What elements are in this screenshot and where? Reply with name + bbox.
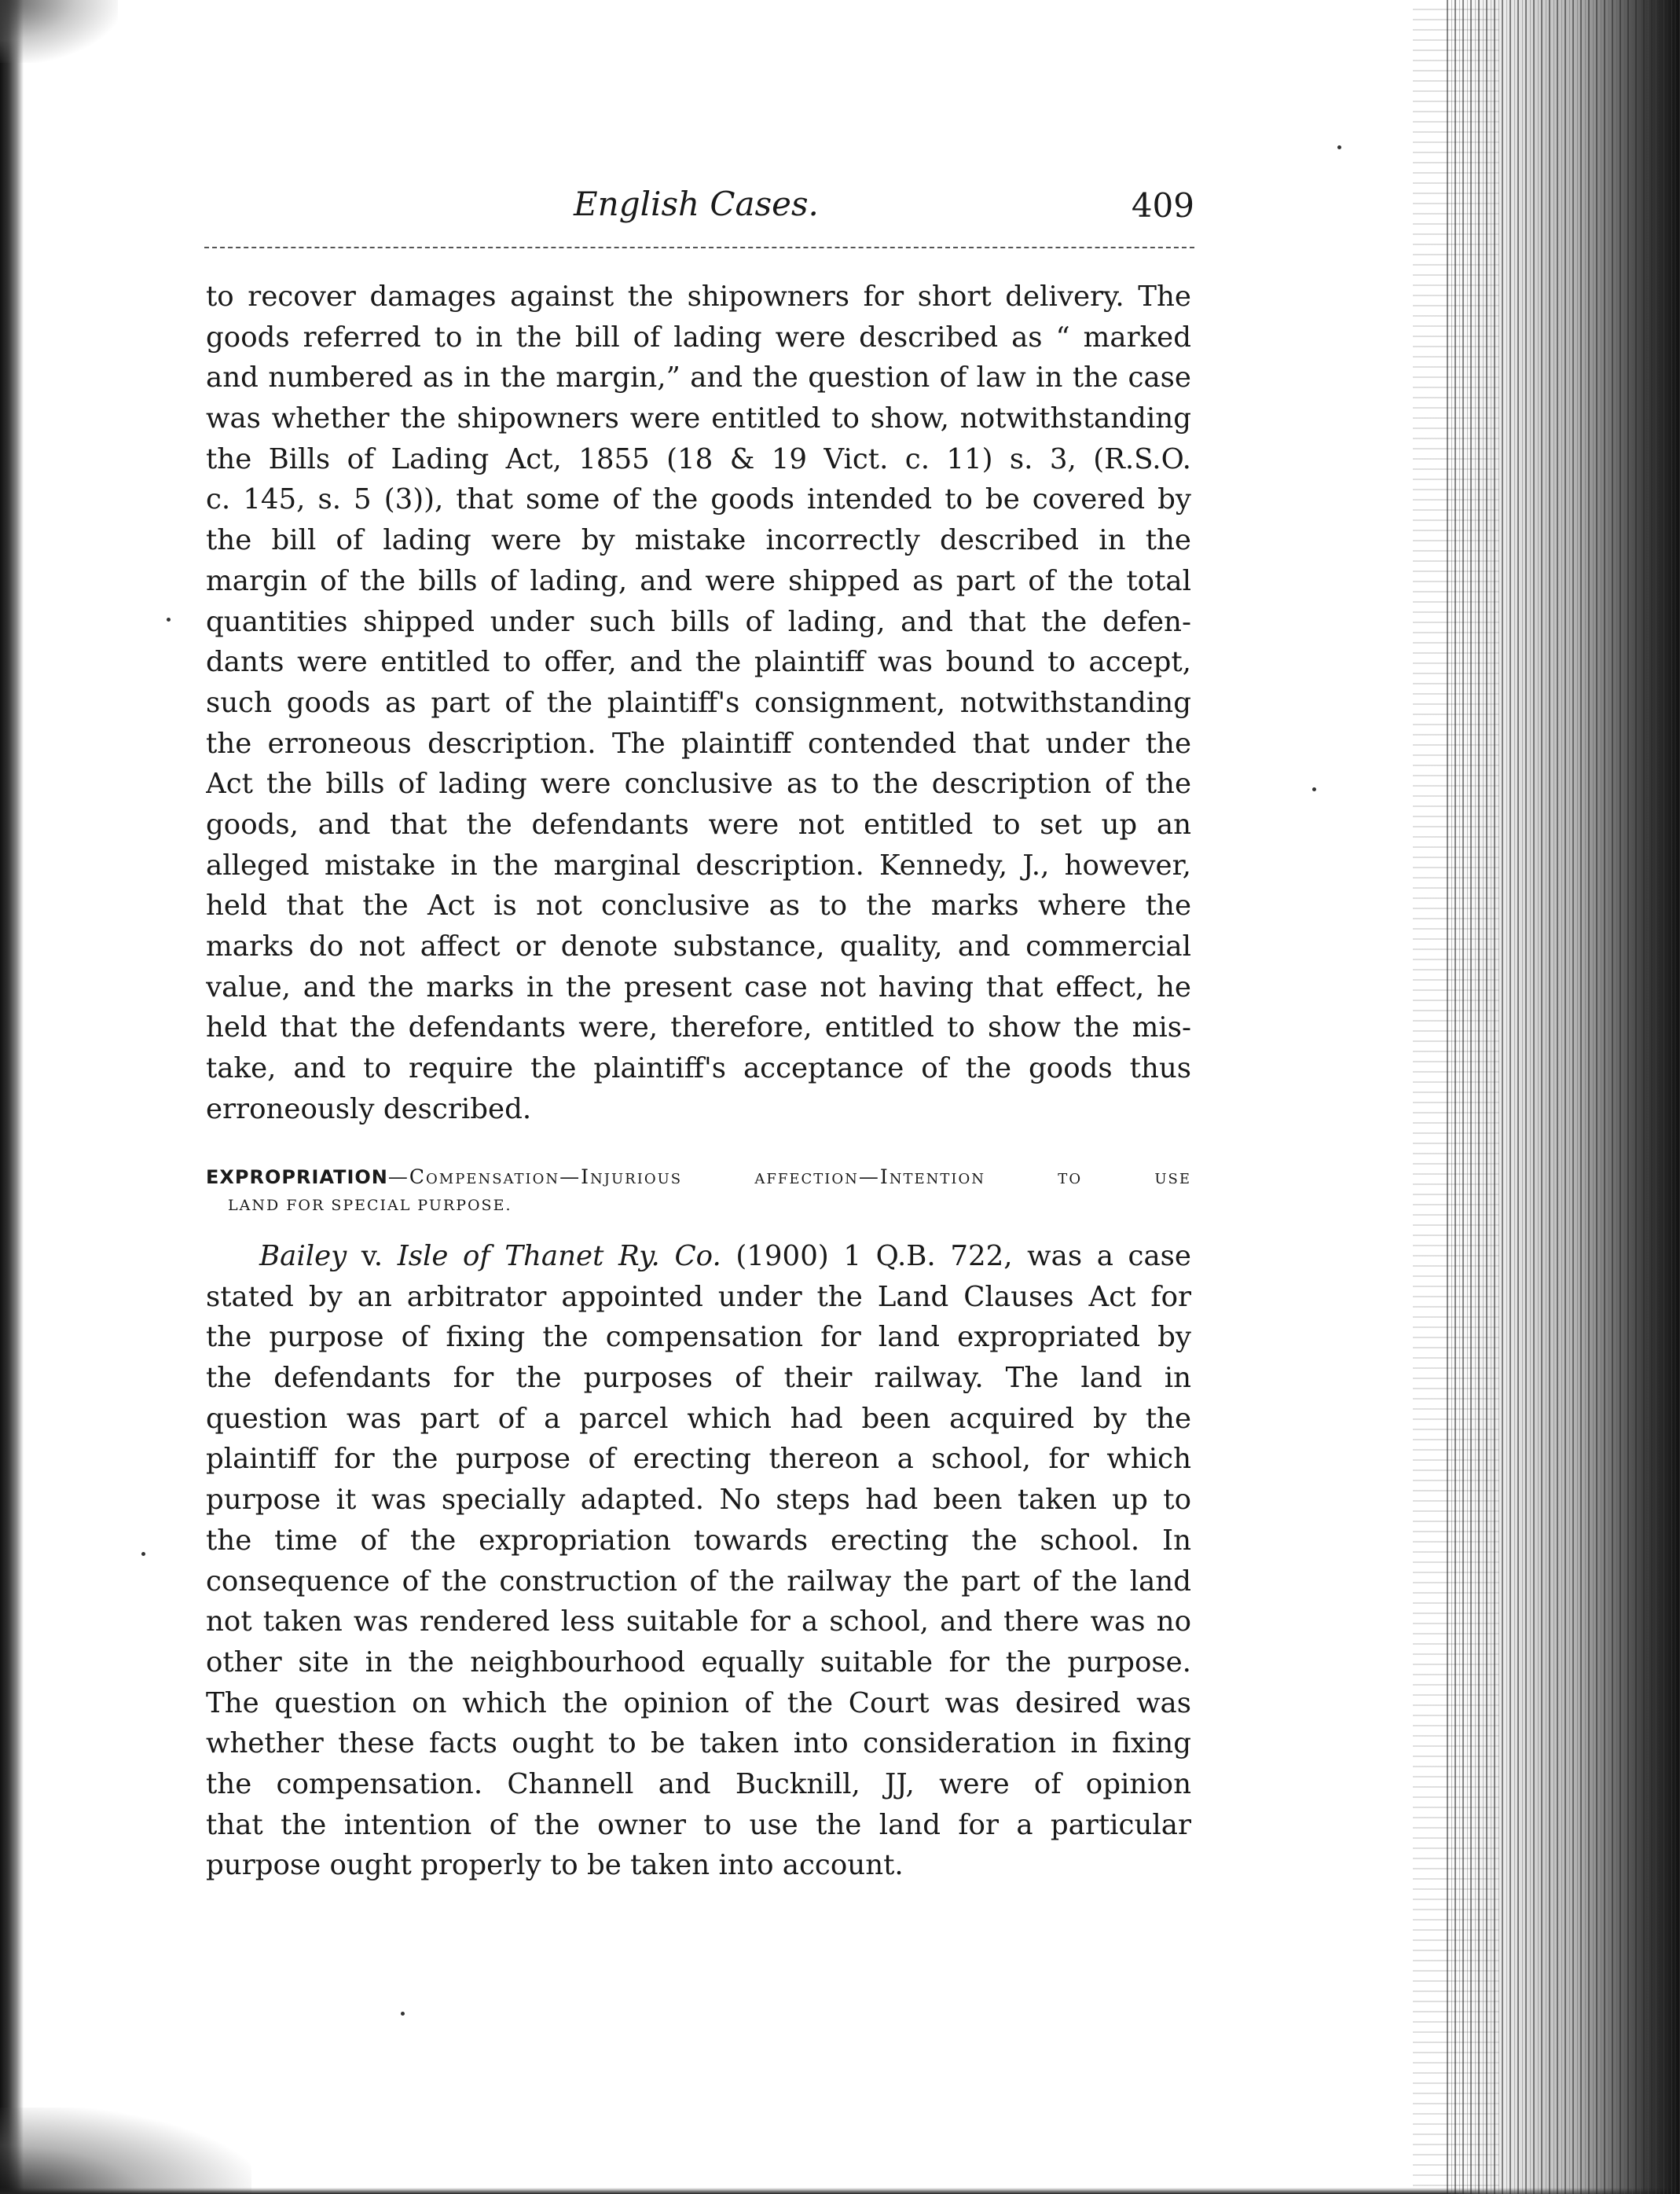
text-line: margin of the bills of lading, and were shipped as part of the total: [206, 564, 1191, 597]
text-line: and numbered as in the margin,” and the question of law in the case: [206, 361, 1191, 394]
scan-corner-top-left: [0, 0, 118, 63]
text-line: alleged mistake in the marginal description. Kennedy, J., however,: [206, 849, 1191, 882]
text-line: the time of the expropriation towards erecting the school. In: [206, 1524, 1191, 1557]
text-line: consequence of the construction of the railway the part of the land: [206, 1565, 1191, 1598]
scan-speck: [1337, 145, 1341, 149]
paragraph-bailey-case: [206, 1236, 1191, 1886]
scan-speck: [167, 618, 171, 622]
scan-edge-right: [1444, 0, 1680, 2194]
text-line: plaintiff for the purpose of erecting thereon a school, for which: [206, 1443, 1191, 1476]
text-line: was whether the shipowners were entitled to show, notwithstanding: [206, 402, 1191, 435]
scan-edge-left: [0, 0, 24, 2194]
header-rule: [204, 247, 1194, 248]
case-name: Bailey: [259, 1240, 347, 1272]
text-line: held that the defendants were, therefore, entitled to show the mis-: [206, 1011, 1191, 1044]
section-heading: [206, 1163, 1191, 1220]
text-line: not taken was rendered less suitable for a school, and there was no: [206, 1605, 1191, 1638]
page-number: 409: [1131, 186, 1194, 225]
text-line: purpose ought properly to be taken into account.: [206, 1849, 904, 1882]
text-line: stated by an arbitrator appointed under the Land Clauses Act for: [206, 1280, 1191, 1313]
text-line: to recover damages against the shipowners for short delivery. The: [206, 281, 1191, 313]
scan-speck: [401, 2012, 405, 2016]
heading-second-text: LAND FOR SPECIAL PURPOSE.: [228, 1197, 512, 1214]
text-line: question was part of a parcel which had been acquired by the: [206, 1402, 1191, 1435]
text-line: quantities shipped under such bills of lading, and that the defen-: [206, 605, 1191, 638]
text-line: The question on which the opinion of the Court was desired was: [206, 1686, 1191, 1719]
scan-corner-bottom-left: [0, 2108, 251, 2194]
text-line: the purpose of fixing the compensation for land expropriated by: [206, 1321, 1191, 1354]
text-line: the compensation. Channell and Bucknill, JJ, were of opinion: [206, 1767, 1191, 1800]
text-line: marks do not affect or denote substance, quality, and commercial: [206, 930, 1191, 963]
text-line: erroneously described.: [206, 1092, 532, 1125]
text-line: that the intention of the owner to use the land for a particular: [206, 1808, 1191, 1841]
paragraph-short-delivery: [206, 277, 1191, 1129]
text-line: the defendants for the purposes of their railway. The land in: [206, 1362, 1191, 1395]
heading-sub: —Compensation—Injurious affection—Intention to use: [387, 1165, 1191, 1188]
text-line: goods referred to in the bill of lading were described as “ marked: [206, 321, 1191, 354]
text-line: purpose it was specially adapted. No steps had been taken up to: [206, 1484, 1191, 1517]
page-header: [204, 185, 1194, 232]
text-line: value, and the marks in the present case not having that effect, he: [206, 970, 1191, 1003]
scan-speck: [141, 1552, 145, 1556]
case-versus: v.: [347, 1240, 398, 1272]
text-line: take, and to require the plaintiff's acceptance of the goods thus: [206, 1052, 1191, 1085]
text-line: whether these facts ought to be taken into consideration in fixing: [206, 1727, 1191, 1760]
text-line: [206, 1236, 1191, 1277]
running-title: English Cases.: [574, 185, 819, 223]
case-citation: (1900) 1 Q.B. 722, was a case: [721, 1240, 1191, 1272]
text-line: such goods as part of the plaintiff's consignment, notwithstanding: [206, 686, 1191, 719]
text-line: the bill of lading were by mistake incorrectly described in the: [206, 524, 1191, 557]
text-line: other site in the neighbourhood equally suitable for the purpose.: [206, 1646, 1191, 1679]
heading-main: EXPROPRIATION: [206, 1166, 388, 1188]
text-line: the erroneous description. The plaintiff contended that under the: [206, 727, 1191, 760]
text-line: held that the Act is not conclusive as to the marks where the: [206, 890, 1191, 923]
heading-second-line: [206, 1191, 1191, 1220]
heading-first-line: [206, 1163, 1191, 1191]
text-line: Act the bills of lading were conclusive as to the description of the: [206, 768, 1191, 801]
text-line: the Bills of Lading Act, 1855 (18 & 19 Vict. c. 11) s. 3, (R.S.O.: [206, 442, 1191, 475]
scan-speck: [1312, 787, 1316, 791]
text-line: goods, and that the defendants were not entitled to set up an: [206, 808, 1191, 841]
case-party: Isle of Thanet Ry. Co.: [397, 1240, 721, 1272]
text-line: c. 145, s. 5 (3)), that some of the goods intended to be covered by: [206, 483, 1191, 516]
text-line: dants were entitled to offer, and the plaintiff was bound to accept,: [206, 646, 1191, 679]
